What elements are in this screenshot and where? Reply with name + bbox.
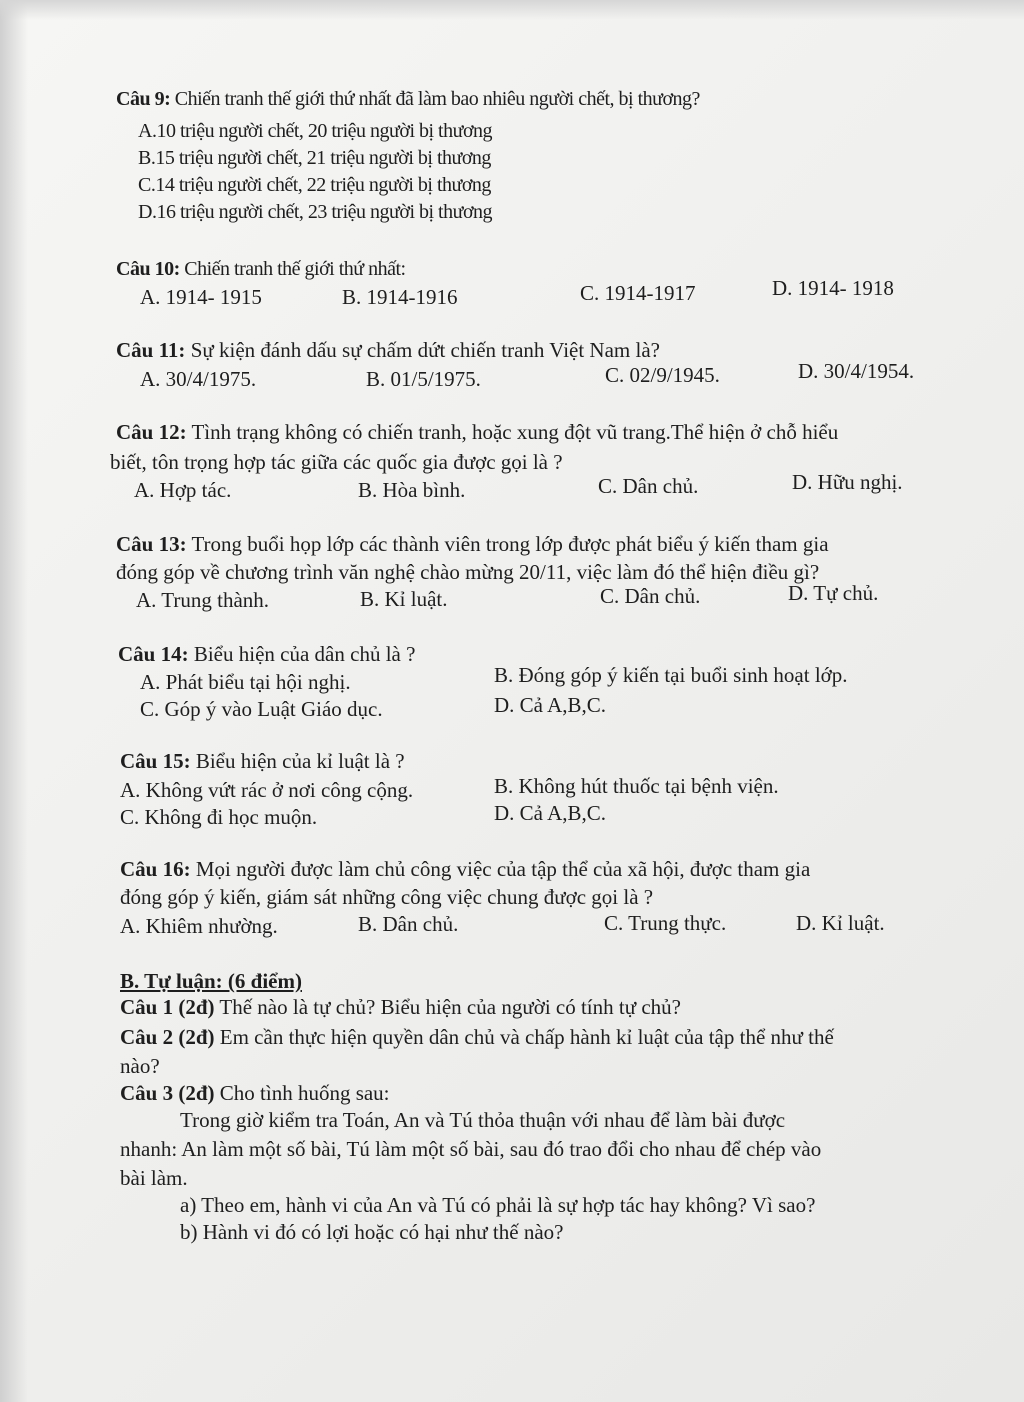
question-14-option-c: C. Góp ý vào Luật Giáo dục. — [140, 697, 383, 721]
essay-question-3-part-b: b) Hành vi đó có lợi hoặc có hại như thế nào? — [180, 1220, 564, 1244]
question-12-option-b: B. Hòa bình. — [358, 478, 466, 502]
question-11-option-a: A. 30/4/1975. — [140, 367, 257, 391]
essay-question-3-paragraph-line-1: Trong giờ kiểm tra Toán, An và Tú thỏa thuận với nhau để làm bài được — [180, 1108, 786, 1132]
question-16-stem-line-2: đóng góp ý kiến, giám sát những công việc chung được gọi là ? — [120, 885, 654, 909]
question-9-option-c: C.14 triệu người chết, 22 triệu người bị thương — [138, 174, 491, 196]
question-12-option-a: A. Hợp tác. — [134, 478, 232, 502]
page-shadow-left — [0, 0, 28, 1402]
essay-question-3-part-a: a) Theo em, hành vi của An và Tú có phải là sự hợp tác hay không? Vì sao? — [180, 1193, 816, 1217]
essay-question-3-paragraph-line-2: nhanh: An làm một số bài, Tú làm một số bài, sau đó trao đổi cho nhau để chép vào — [120, 1137, 822, 1161]
essay-question-2-line-2: nào? — [120, 1054, 160, 1078]
question-14-option-b: B. Đóng góp ý kiến tại buổi sinh hoạt lớp. — [494, 663, 848, 687]
question-13-option-a: A. Trung thành. — [136, 588, 270, 612]
question-12-option-c: C. Dân chủ. — [598, 474, 699, 498]
question-11-option-d: D. 30/4/1954. — [798, 359, 915, 383]
question-16-option-a: A. Khiêm nhường. — [120, 914, 278, 938]
question-13-option-d: D. Tự chủ. — [788, 581, 879, 605]
question-14-option-a: A. Phát biểu tại hội nghị. — [140, 670, 351, 694]
question-9-option-b: B.15 triệu người chết, 21 triệu người bị thương — [138, 147, 491, 169]
question-13-option-b: B. Kỉ luật. — [360, 587, 448, 611]
question-10-option-d: D. 1914- 1918 — [772, 276, 894, 300]
essay-question-1: Câu 1 (2đ) Thế nào là tự chủ? Biểu hiện của người có tính tự chủ? — [120, 995, 681, 1019]
question-15-stem: Câu 15: Biểu hiện của kỉ luật là ? — [120, 749, 405, 773]
essay-question-2: Câu 2 (2đ) Em cần thực hiện quyền dân chủ và chấp hành kỉ luật của tập thể như thế — [120, 1025, 834, 1049]
question-12-option-d: D. Hữu nghị. — [792, 470, 903, 494]
question-16-option-c: C. Trung thực. — [604, 911, 727, 935]
question-15-option-c: C. Không đi học muộn. — [120, 805, 318, 829]
essay-question-3: Câu 3 (2đ) Cho tình huống sau: — [120, 1081, 390, 1105]
question-16-option-d: D. Kỉ luật. — [796, 911, 885, 935]
question-9-option-d: D.16 triệu người chết, 23 triệu người bị thương — [138, 201, 493, 223]
question-10-option-b: B. 1914-1916 — [342, 285, 458, 309]
question-15-option-b: B. Không hút thuốc tại bệnh viện. — [494, 774, 779, 798]
question-9-stem: Câu 9: Chiến tranh thế giới thứ nhất đã làm bao nhiêu người chết, bị thương? — [116, 88, 700, 110]
question-13-stem-line-2: đóng góp về chương trình văn nghệ chào mừng 20/11, việc làm đó thể hiện điều gì? — [116, 560, 820, 584]
question-15-option-d: D. Cả A,B,C. — [494, 801, 607, 825]
question-15-option-a: A. Không vứt rác ở nơi công cộng. — [120, 778, 414, 802]
question-12-stem-line-2: biết, tôn trọng hợp tác giữa các quốc gia được gọi là ? — [110, 450, 563, 474]
question-14-option-d: D. Cả A,B,C. — [494, 693, 607, 717]
question-14-stem: Câu 14: Biểu hiện của dân chủ là ? — [118, 642, 416, 666]
essay-question-3-paragraph-line-3: bài làm. — [120, 1166, 188, 1190]
question-10-stem: Câu 10: Chiến tranh thế giới thứ nhất: — [116, 258, 406, 280]
question-13-option-c: C. Dân chủ. — [600, 584, 701, 608]
page-shadow-top — [0, 0, 1024, 20]
question-11-option-b: B. 01/5/1975. — [366, 367, 481, 391]
question-12-stem: Câu 12: Tình trạng không có chiến tranh, hoặc xung đột vũ trang.Thể hiện ở chỗ hiểu — [116, 420, 839, 444]
part-b-heading: B. Tự luận: (6 điểm) — [120, 969, 302, 993]
question-16-option-b: B. Dân chủ. — [358, 912, 459, 936]
question-10-option-c: C. 1914-1917 — [580, 281, 696, 305]
question-11-option-c: C. 02/9/1945. — [605, 363, 720, 387]
question-16-stem: Câu 16: Mọi người được làm chủ công việc của tập thể của xã hội, được tham gia — [120, 857, 811, 881]
question-10-option-a: A. 1914- 1915 — [140, 285, 262, 309]
question-11-stem: Câu 11: Sự kiện đánh dấu sự chấm dứt chiến tranh Việt Nam là? — [116, 338, 660, 362]
question-13-stem: Câu 13: Trong buổi họp lớp các thành viên trong lớp được phát biểu ý kiến tham gia — [116, 532, 829, 556]
question-9-option-a: A.10 triệu người chết, 20 triệu người bị thương — [138, 120, 493, 142]
